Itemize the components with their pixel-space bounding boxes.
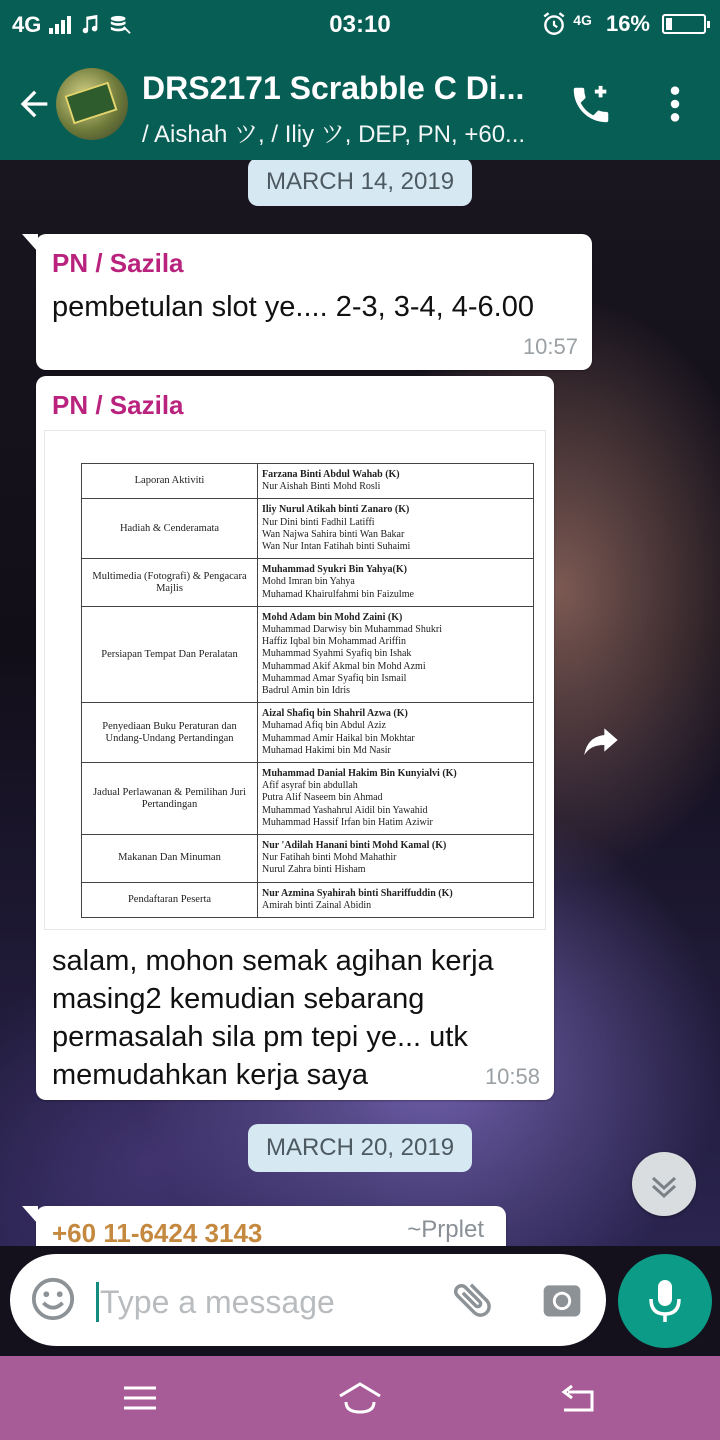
members-cell bbox=[258, 763, 534, 835]
more-options-icon[interactable] bbox=[660, 84, 690, 124]
team-leader: Aizal Shafiq bin Shahril Azwa (K) bbox=[262, 708, 408, 720]
task-name-cell: Pendaftaran Peserta bbox=[82, 882, 258, 917]
caption-line: masing2 kemudian sebarang bbox=[52, 983, 425, 1015]
members-cell bbox=[258, 703, 534, 763]
message-sender-phone[interactable]: +60 11-6424 3143 bbox=[52, 1218, 263, 1246]
battery-icon bbox=[662, 14, 706, 34]
message-sender[interactable]: PN / Sazila bbox=[52, 390, 184, 420]
task-name-cell: Jadual Perlawanan & Pemilihan Juri Pertandingan bbox=[82, 763, 258, 835]
task-name-cell: Laporan Aktiviti bbox=[82, 464, 258, 499]
task-name-cell: Hadiah & Cenderamata bbox=[82, 499, 258, 559]
avatar-image bbox=[64, 82, 117, 125]
team-leader: Farzana Binti Abdul Wahab (K) bbox=[262, 469, 400, 480]
message-sender-name: ~Prplet bbox=[407, 1216, 484, 1243]
group-avatar[interactable] bbox=[56, 68, 128, 140]
team-member: Muhammad Hassif Irfan bin Hatim Aziwir bbox=[262, 816, 433, 828]
team-member: Wan Nur Intan Fatihah binti Suhaimi bbox=[262, 541, 411, 553]
chat-header bbox=[0, 48, 720, 160]
task-row bbox=[82, 882, 534, 917]
team-member: Muhamad Hakimi bin Md Nasir bbox=[262, 744, 391, 756]
team-member: Muhamad Khairulfahmi bin Faizulme bbox=[262, 588, 414, 600]
menu-icon[interactable] bbox=[118, 1378, 162, 1418]
system-navigation-bar bbox=[0, 1356, 720, 1440]
battery-percent: 16% bbox=[605, 11, 650, 36]
image-caption bbox=[52, 942, 552, 1094]
clock: 03:10 bbox=[329, 11, 391, 38]
forward-icon[interactable] bbox=[578, 720, 624, 760]
team-member: Putra Alif Naseem bin Ahmad bbox=[262, 792, 383, 804]
members-cell bbox=[258, 499, 534, 559]
back-arrow-icon[interactable] bbox=[14, 84, 54, 124]
members-cell bbox=[258, 464, 534, 499]
team-member: Haffiz Iqbal bin Mohammad Ariffin bbox=[262, 636, 407, 648]
add-call-icon[interactable] bbox=[568, 82, 614, 128]
team-leader: Mohd Adam bin Mohd Zaini (K) bbox=[262, 611, 403, 623]
members-cell bbox=[258, 606, 534, 702]
chat-area[interactable] bbox=[0, 160, 720, 1246]
task-row bbox=[82, 499, 534, 559]
members-cell bbox=[258, 559, 534, 607]
team-member: Muhammad Yashahrul Aidil bin Yawahid bbox=[262, 804, 428, 816]
team-member: Nur Dini binti Fadhil Latiffi bbox=[262, 516, 375, 528]
microphone-icon bbox=[618, 1254, 712, 1348]
team-member: Muhammad Darwisy bin Muhammad Shukri bbox=[262, 624, 442, 636]
task-row bbox=[82, 835, 534, 883]
task-name-cell: Penyediaan Buku Peraturan dan Undang-Undang Pertandingan bbox=[82, 703, 258, 763]
task-name-cell: Persiapan Tempat Dan Peralatan bbox=[82, 606, 258, 702]
team-member: Muhammad Amar Syafiq bin Ismail bbox=[262, 672, 407, 684]
compose-bar bbox=[0, 1246, 720, 1356]
team-member: Muhamad Afiq bin Abdul Aziz bbox=[262, 720, 386, 732]
team-member: Wan Najwa Sahira binti Wan Bakar bbox=[262, 528, 405, 540]
network-type: 4G bbox=[12, 12, 42, 37]
caption-line: memudahkan kerja saya bbox=[52, 1059, 368, 1091]
team-leader: Iliy Nurul Atikah binti Zanaro (K) bbox=[262, 504, 410, 516]
message-placeholder[interactable]: Type a message bbox=[100, 1284, 335, 1320]
message-text: pembetulan slot ye.... 2-3, 3-4, 4-6.00 bbox=[52, 291, 534, 323]
emoji-icon[interactable] bbox=[30, 1276, 76, 1322]
team-leader: Muhammad Syukri Bin Yahya(K) bbox=[262, 564, 407, 576]
battery-fill bbox=[666, 18, 672, 30]
caption-line: salam, mohon semak agihan kerja bbox=[52, 945, 494, 977]
message-time: 10:57 bbox=[522, 334, 578, 359]
team-member: Nur Fatihah binti Mohd Mahathir bbox=[262, 852, 397, 864]
team-leader: Nur 'Adilah Hanani binti Mohd Kamal (K) bbox=[262, 840, 447, 852]
voice-record-button[interactable] bbox=[618, 1254, 712, 1348]
caption-line: permasalah sila pm tepi ye... utk bbox=[52, 1021, 468, 1053]
task-row bbox=[82, 559, 534, 607]
task-name-cell: Makanan Dan Minuman bbox=[82, 835, 258, 883]
team-leader: Muhammad Danial Hakim Bin Kunyialvi (K) bbox=[262, 768, 457, 780]
attached-document-image[interactable] bbox=[44, 430, 546, 930]
team-member: Muhammad Akif Akmal bin Mohd Azmi bbox=[262, 660, 426, 672]
task-row bbox=[82, 703, 534, 763]
team-member: Nurul Zahra binti Hisham bbox=[262, 864, 366, 876]
members-cell bbox=[258, 882, 534, 917]
team-member: Nur Aishah Binti Mohd Rosli bbox=[262, 481, 381, 493]
team-member: Amirah binti Zainal Abidin bbox=[262, 899, 372, 911]
task-assignment-table bbox=[81, 463, 534, 918]
message-bubble-partial[interactable] bbox=[36, 1206, 506, 1246]
scroll-to-bottom-button[interactable] bbox=[632, 1152, 696, 1216]
members-cell bbox=[258, 835, 534, 883]
message-sender[interactable]: PN / Sazila bbox=[52, 248, 184, 278]
back-nav-icon[interactable] bbox=[556, 1378, 600, 1418]
alarm-icon bbox=[541, 11, 567, 37]
image-message-bubble[interactable] bbox=[36, 376, 554, 1100]
task-row bbox=[82, 763, 534, 835]
double-chevron-down-icon bbox=[632, 1152, 696, 1216]
team-member: Muhammad Syahmi Syafiq bin Ishak bbox=[262, 648, 412, 660]
network-type-right: 4G bbox=[573, 12, 592, 28]
message-input[interactable] bbox=[10, 1254, 606, 1346]
group-title[interactable]: DRS2171 Scrabble C Di... bbox=[142, 70, 525, 106]
date-chip: MARCH 14, 2019 bbox=[248, 160, 472, 206]
team-member: Afif asyraf bin abdullah bbox=[262, 780, 358, 792]
group-participants[interactable]: / Aishah ツ, / Iliy ツ, DEP, PN, +60... bbox=[142, 121, 526, 148]
text-cursor bbox=[96, 1282, 99, 1322]
date-chip: MARCH 20, 2019 bbox=[248, 1124, 472, 1172]
team-member: Badrul Amin bin Idris bbox=[262, 685, 351, 697]
home-icon[interactable] bbox=[334, 1378, 386, 1418]
message-bubble[interactable] bbox=[36, 234, 592, 370]
task-name-cell: Multimedia (Fotografi) & Pengacara Majlis bbox=[82, 559, 258, 607]
team-member: Mohd Imran bin Yahya bbox=[262, 576, 355, 588]
team-member: Muhammad Amir Haikal bin Mokhtar bbox=[262, 732, 415, 744]
message-time: 10:58 bbox=[484, 1064, 540, 1089]
team-leader: Nur Azmina Syahirah binti Shariffuddin (K) bbox=[262, 887, 453, 899]
attach-icon[interactable] bbox=[450, 1276, 496, 1322]
task-row bbox=[82, 464, 534, 499]
camera-icon[interactable] bbox=[540, 1278, 584, 1322]
status-bar bbox=[0, 0, 720, 48]
task-row bbox=[82, 606, 534, 702]
